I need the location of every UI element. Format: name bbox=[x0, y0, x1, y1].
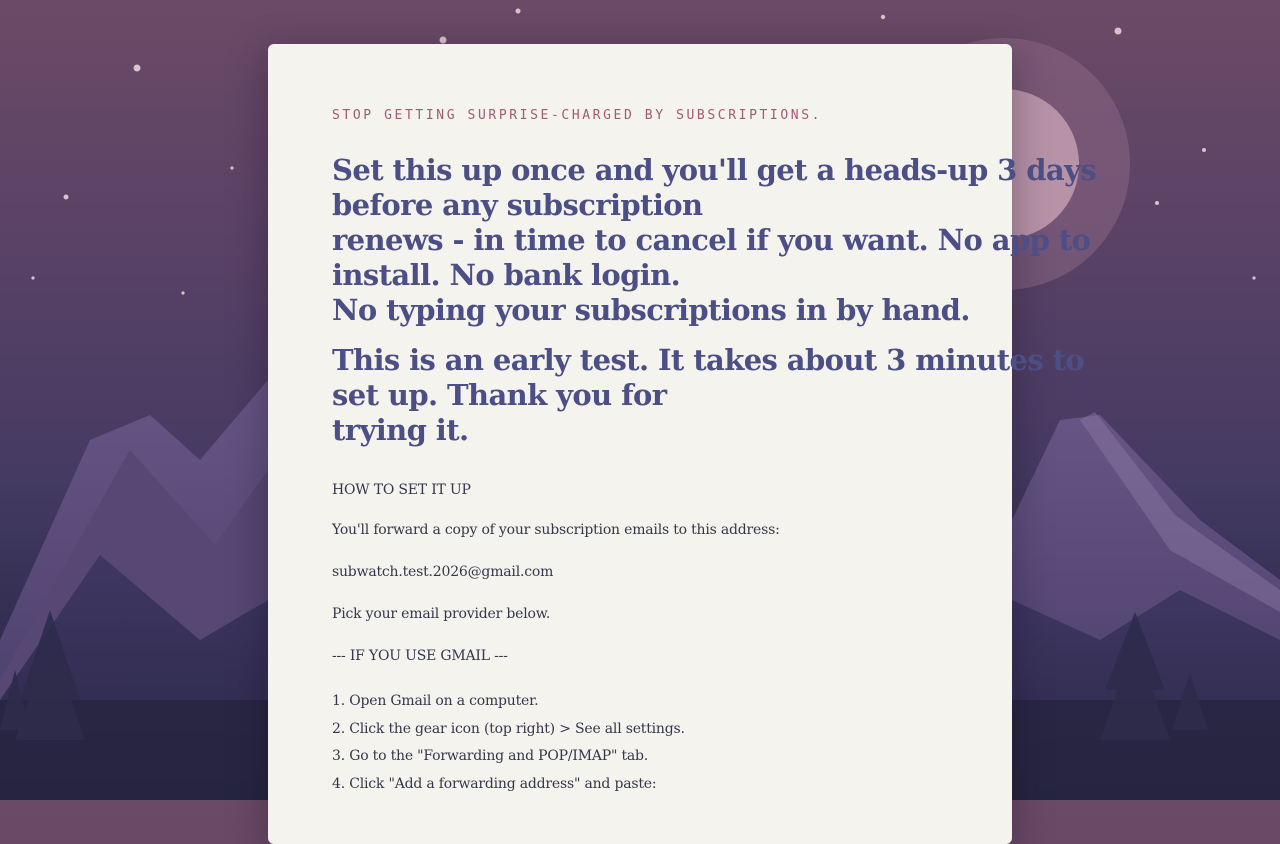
list-item: 1. Open Gmail on a computer. bbox=[332, 693, 539, 709]
list-item: 4. Click "Add a forwarding address" and paste: bbox=[332, 775, 657, 792]
subheadline-line: trying it. bbox=[332, 413, 469, 447]
list-item: 3. Go to the "Forwarding and POP/IMAP" tab. bbox=[332, 748, 649, 764]
headline-line: before any subscription bbox=[332, 188, 703, 222]
setup-card bbox=[268, 44, 1097, 844]
headline-line: renews - in time to cancel if you want. No app to bbox=[332, 223, 1091, 257]
gmail-section-header: --- IF YOU USE GMAIL --- bbox=[332, 648, 508, 664]
headline bbox=[332, 153, 1097, 328]
headline-line: install. No bank login. bbox=[332, 258, 681, 292]
headline-line: No typing your subscriptions in by hand. bbox=[332, 293, 970, 327]
headline-line: Set this up once and you'll get a heads-up 3 days bbox=[332, 153, 1097, 187]
subheadline-line: set up. Thank you for bbox=[332, 378, 667, 412]
eyebrow-tagline: STOP GETTING SURPRISE-CHARGED BY SUBSCRIPTIONS. bbox=[332, 108, 823, 123]
forwarding-intro: You'll forward a copy of your subscription emails to this address: bbox=[332, 522, 780, 538]
pick-provider-text: Pick your email provider below. bbox=[332, 606, 551, 622]
setup-section-title: HOW TO SET IT UP bbox=[332, 482, 471, 498]
forwarding-address: subwatch.test.2026@gmail.com bbox=[332, 564, 554, 580]
gmail-steps-list bbox=[332, 688, 948, 798]
subheadline bbox=[332, 343, 1085, 448]
subheadline-line: This is an early test. It takes about 3 minutes to bbox=[332, 343, 1085, 377]
list-item: 2. Click the gear icon (top right) > See all settings. bbox=[332, 720, 685, 737]
